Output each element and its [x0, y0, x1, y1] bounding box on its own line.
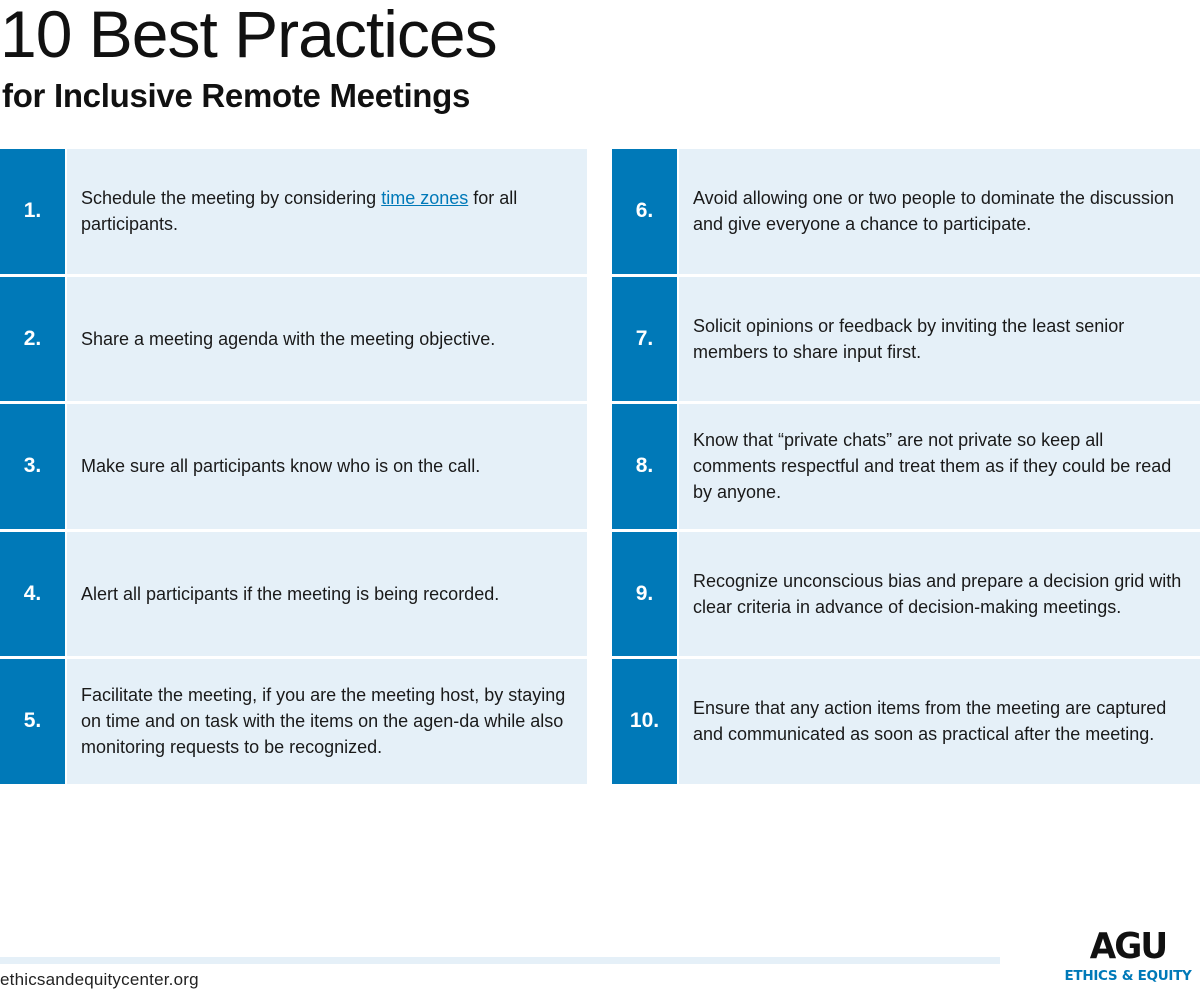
practice-text: Alert all participants if the meeting is being recorded.	[67, 532, 587, 657]
practice-row	[612, 659, 1200, 784]
practice-number: 10.	[612, 659, 677, 784]
practice-number: 1.	[0, 149, 65, 274]
practices-column-left	[0, 149, 587, 784]
practice-number: 2.	[0, 277, 65, 402]
practice-text: Share a meeting agenda with the meeting objective.	[67, 277, 587, 402]
practice-text: Make sure all participants know who is on the call.	[67, 404, 587, 529]
practice-text: Facilitate the meeting, if you are the meeting host, by staying on time and on task with the items on the agen-da while also monitoring requests to be recognized.	[67, 659, 587, 784]
practice-row	[0, 277, 587, 402]
practice-number: 7.	[612, 277, 677, 402]
practice-text: Ensure that any action items from the meeting are captured and communicated as soon as practical after the meeting.	[679, 659, 1200, 784]
practice-row	[0, 404, 587, 529]
practice-number: 6.	[612, 149, 677, 274]
practice-row	[612, 277, 1200, 402]
time-zones-link[interactable]: time zones	[381, 188, 469, 209]
practice-number: 4.	[0, 532, 65, 657]
practice-row	[0, 149, 587, 274]
practice-row	[0, 532, 587, 657]
practice-text-part: for all participants.	[81, 188, 518, 235]
practice-text: Know that “private chats” are not private so keep all comments respectful and treat them as if they could be read by anyone.	[679, 404, 1200, 529]
logo-main-text: AGU	[1089, 926, 1167, 967]
practice-text-part: Schedule the meeting by considering	[81, 188, 382, 209]
practice-text: Avoid allowing one or two people to dominate the discussion and give everyone a chance to participate.	[679, 149, 1200, 274]
practice-row	[612, 149, 1200, 274]
footer-url: ethicsandequitycenter.org	[0, 970, 199, 989]
page-title: 10 Best Practices	[0, 0, 497, 71]
practice-text	[67, 149, 587, 274]
page-subtitle: for Inclusive Remote Meetings	[2, 77, 471, 114]
logo-sub-text: ETHICS & EQUITY	[1064, 968, 1192, 984]
practice-number: 5.	[0, 659, 65, 784]
practice-text: Solicit opinions or feedback by inviting the least senior members to share input first.	[679, 277, 1200, 402]
practice-row	[0, 659, 587, 784]
practice-row	[612, 404, 1200, 529]
practice-number: 8.	[612, 404, 677, 529]
footer-divider	[0, 957, 1000, 964]
practice-row	[612, 532, 1200, 657]
practice-number: 3.	[0, 404, 65, 529]
practices-column-right	[612, 149, 1200, 784]
practice-text: Recognize unconscious bias and prepare a decision grid with clear criteria in advance of decision-making meetings.	[679, 532, 1200, 657]
agu-logo	[1056, 928, 1200, 984]
practice-number: 9.	[612, 532, 677, 657]
